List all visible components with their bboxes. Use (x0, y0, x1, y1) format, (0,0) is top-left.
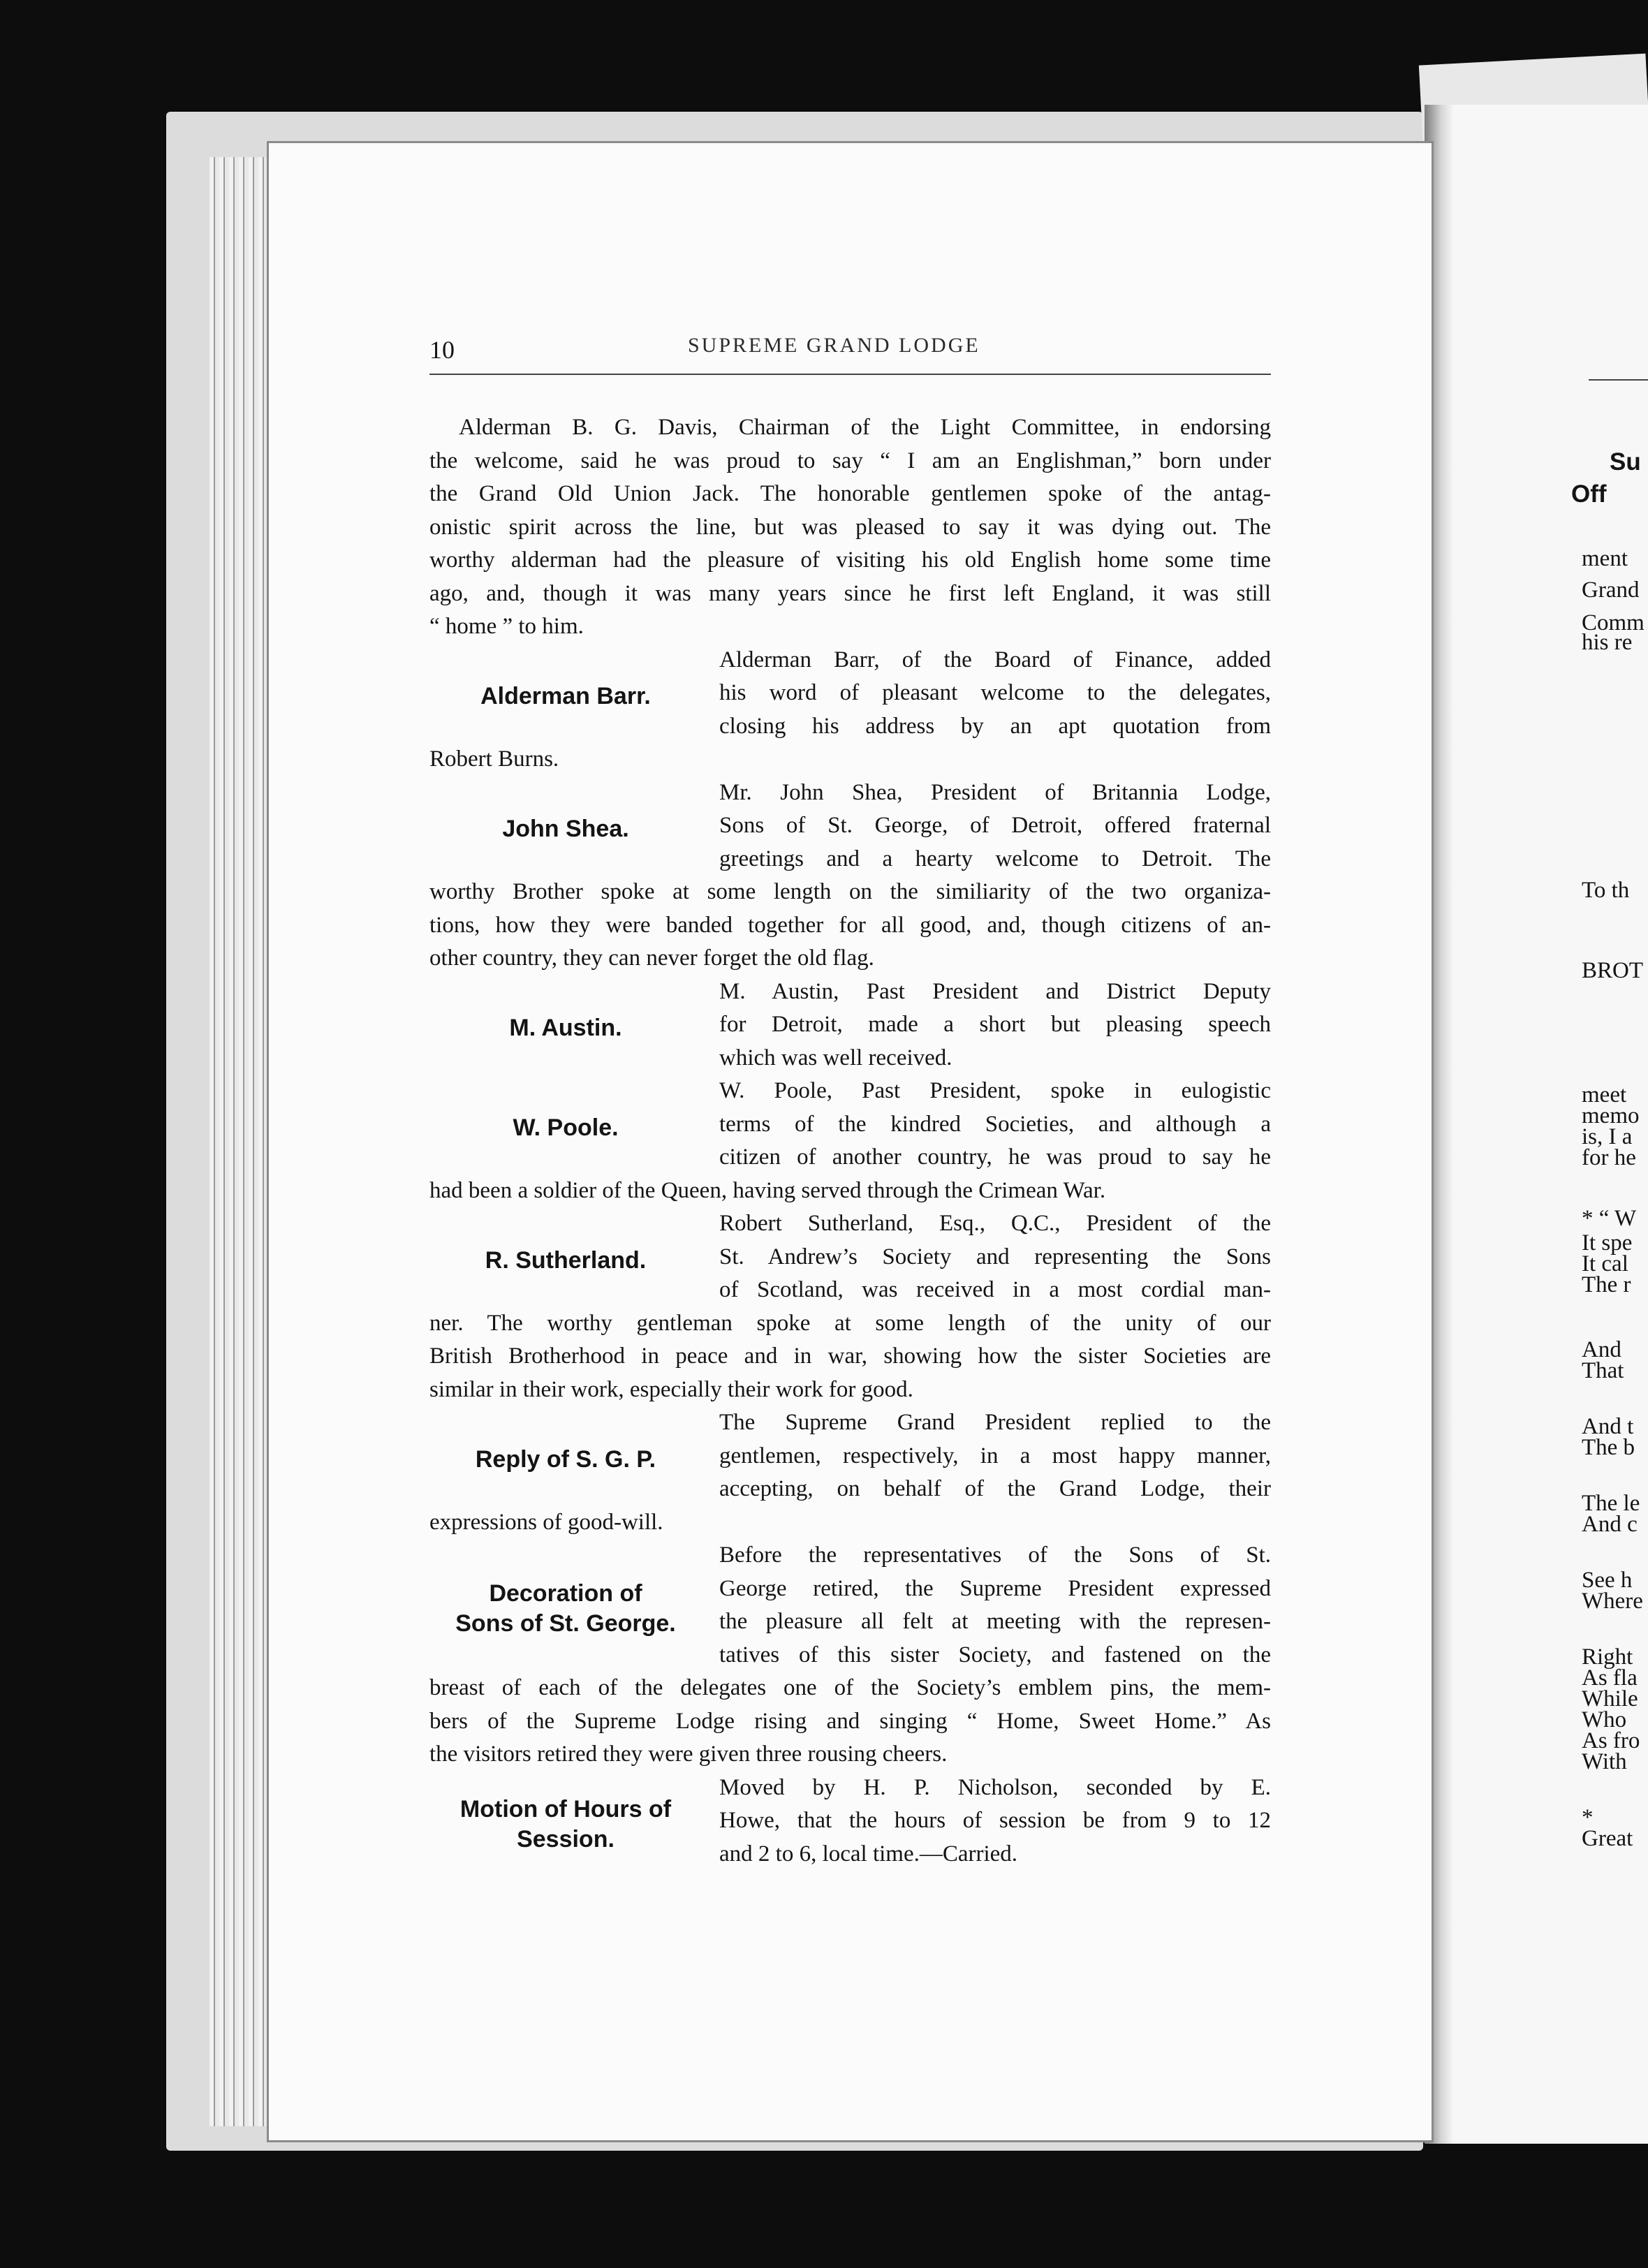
body-line: worthy alderman had the pleasure of visiting his old English home some time (429, 547, 1271, 573)
margin-heading-line: Alderman Barr. (480, 683, 651, 710)
paragraph-line: Before the representatives of the Sons of St. (719, 1542, 1271, 1568)
facing-page-fragment: Great (1582, 1826, 1633, 1851)
facing-page-fragment: It spe (1582, 1230, 1633, 1256)
paragraph-line: St. Andrew’s Society and representing the Sons (719, 1244, 1271, 1269)
facing-page-fragment: meet (1582, 1082, 1627, 1107)
margin-heading-line: John Shea. (502, 816, 629, 843)
facing-page-fragment: his re (1582, 630, 1633, 655)
paragraph-line: Alderman Barr, of the Board of Finance, added (719, 647, 1271, 672)
paragraph-line: Robert Burns. (429, 746, 559, 772)
paragraph-line: accepting, on behalf of the Grand Lodge, their (719, 1476, 1271, 1501)
facing-page-fragment: for he (1582, 1145, 1636, 1170)
paragraph-line: George retired, the Supreme President expressed (719, 1575, 1271, 1601)
paragraph-line: other country, they can never forget the old flag. (429, 945, 874, 971)
facing-page-fragment: See h (1582, 1568, 1633, 1593)
facing-page-fragment: Grand (1582, 577, 1640, 603)
facing-page-fragment: BROT (1582, 958, 1644, 983)
paragraph-line: tatives of this sister Society, and fastened on the (719, 1642, 1271, 1667)
body-line: ago, and, though it was many years since he first left England, it was still (429, 580, 1271, 606)
paragraph-line: and 2 to 6, local time.—Carried. (719, 1841, 1018, 1866)
facing-page-fragment: Who (1582, 1707, 1627, 1732)
margin-heading-line: Reply of S. G. P. (475, 1445, 656, 1473)
facing-page-fragment: Off (1571, 480, 1607, 508)
paragraph-line: breast of each of the delegates one of the Society’s emblem pins, the mem- (429, 1675, 1271, 1700)
facing-page-fragment: With (1582, 1749, 1627, 1774)
margin-heading (426, 1795, 705, 1855)
margin-heading-line: M. Austin. (509, 1015, 622, 1042)
facing-page-fragment: And (1582, 1337, 1621, 1362)
paragraph-line: had been a soldier of the Queen, having served through the Crimean War. (429, 1177, 1106, 1203)
facing-page-fragment: Right (1582, 1644, 1633, 1670)
paragraph-line: which was well received. (719, 1045, 952, 1070)
paragraph-line: for Detroit, made a short but pleasing speech (719, 1012, 1271, 1037)
facing-page-fragment: As fla (1582, 1665, 1638, 1691)
margin-heading-line: Sons of St. George. (455, 1610, 676, 1637)
margin-heading-line: Motion of Hours of (459, 1795, 672, 1822)
paragraph-line: Sons of St. George, of Detroit, offered fraternal (719, 813, 1271, 838)
margin-heading-line: R. Sutherland. (485, 1246, 647, 1274)
margin-heading (426, 682, 705, 712)
paragraph-line: closing his address by an apt quotation from (719, 713, 1271, 739)
facing-page-fragment: That (1582, 1358, 1624, 1383)
paragraph-line: ner. The worthy gentleman spoke at some length of the unity of our (429, 1310, 1271, 1336)
paragraph-line: Moved by H. P. Nicholson, seconded by E. (719, 1774, 1271, 1800)
margin-heading-line: Session. (517, 1825, 615, 1853)
paragraph-line: The Supreme Grand President replied to the (719, 1410, 1271, 1435)
facing-page-fragment: * (1582, 1805, 1594, 1830)
facing-page-fragment: To th (1582, 878, 1630, 903)
paragraph-line: Robert Sutherland, Esq., Q.C., President of the (719, 1211, 1271, 1236)
body-line: the Grand Old Union Jack. The honorable gentlemen spoke of the antag- (429, 481, 1271, 506)
facing-page-header-rule (1589, 379, 1648, 381)
facing-page-fragment: And c (1582, 1512, 1638, 1537)
page-number: 10 (429, 336, 455, 364)
facing-page-fragment: The le (1582, 1491, 1640, 1516)
facing-page-fragment: Comm (1582, 610, 1645, 635)
paragraph-line: his word of pleasant welcome to the delegates, (719, 680, 1271, 705)
paragraph-line: W. Poole, Past President, spoke in eulogistic (719, 1078, 1271, 1103)
margin-heading-line: W. Poole. (513, 1114, 619, 1141)
paragraph-line: British Brotherhood in peace and in war, showing how the sister Societies are (429, 1343, 1271, 1369)
margin-heading (426, 1246, 705, 1276)
margin-heading (426, 814, 705, 844)
margin-heading-line: Decoration of (489, 1580, 642, 1607)
paragraph-line: of Scotland, was received in a most cordial man- (719, 1277, 1271, 1302)
body-line: Alderman B. G. Davis, Chairman of the Light Committee, in endorsing (459, 415, 1271, 440)
facing-page-fragment: Where (1582, 1589, 1643, 1614)
paragraph-line: the pleasure all felt at meeting with the represen- (719, 1609, 1271, 1634)
paragraph-line: Mr. John Shea, President of Britannia Lodge, (719, 779, 1271, 805)
facing-page-fragment: ment (1582, 546, 1628, 571)
paragraph-line: similar in their work, especially their work for good. (429, 1376, 913, 1402)
facing-page-fragment: The r (1582, 1272, 1631, 1297)
margin-heading (426, 1445, 705, 1475)
facing-page-fragment: It cal (1582, 1251, 1628, 1276)
paragraph-line: citizen of another country, he was proud to say he (719, 1144, 1271, 1170)
facing-page-fragment: memo (1582, 1103, 1640, 1128)
running-head: SUPREME GRAND LODGE (688, 334, 980, 357)
facing-page-fragment: The b (1582, 1435, 1635, 1460)
facing-page-fragment: While (1582, 1686, 1638, 1711)
paragraph-line: bers of the Supreme Lodge rising and singing “ Home, Sweet Home.” As (429, 1708, 1271, 1734)
paragraph-line: M. Austin, Past President and District Deputy (719, 978, 1271, 1004)
paragraph-line: tions, how they were banded together for all good, and, though citizens of an- (429, 912, 1271, 938)
facing-page-fragment: * “ W (1582, 1206, 1637, 1231)
facing-page-fragment: As fro (1582, 1728, 1640, 1753)
paragraph-line: Howe, that the hours of session be from 9 to 12 (719, 1808, 1271, 1833)
facing-page-fragment: is, I a (1582, 1124, 1633, 1149)
paragraph-line: the visitors retired they were given three rousing cheers. (429, 1742, 948, 1767)
body-line: onistic spirit across the line, but was pleased to say it was dying out. The (429, 514, 1271, 540)
paragraph-line: greetings and a hearty welcome to Detroit. The (719, 846, 1271, 871)
paragraph-line: worthy Brother spoke at some length on the similiarity of the two organiza- (429, 879, 1271, 904)
body-line: the welcome, said he was proud to say “ I am an Englishman,” born under (429, 448, 1271, 473)
header-rule (429, 374, 1271, 375)
facing-page-fragment: Su (1610, 448, 1641, 476)
paragraph-line: expressions of good-will. (429, 1509, 663, 1535)
margin-heading (426, 1013, 705, 1043)
paragraph-line: gentlemen, respectively, in a most happy manner, (719, 1443, 1271, 1468)
body-line: “ home ” to him. (429, 614, 584, 639)
margin-heading (426, 1579, 705, 1639)
margin-heading (426, 1113, 705, 1143)
facing-page-fragment: And t (1582, 1414, 1634, 1439)
paragraph-line: terms of the kindred Societies, and although a (719, 1111, 1271, 1137)
